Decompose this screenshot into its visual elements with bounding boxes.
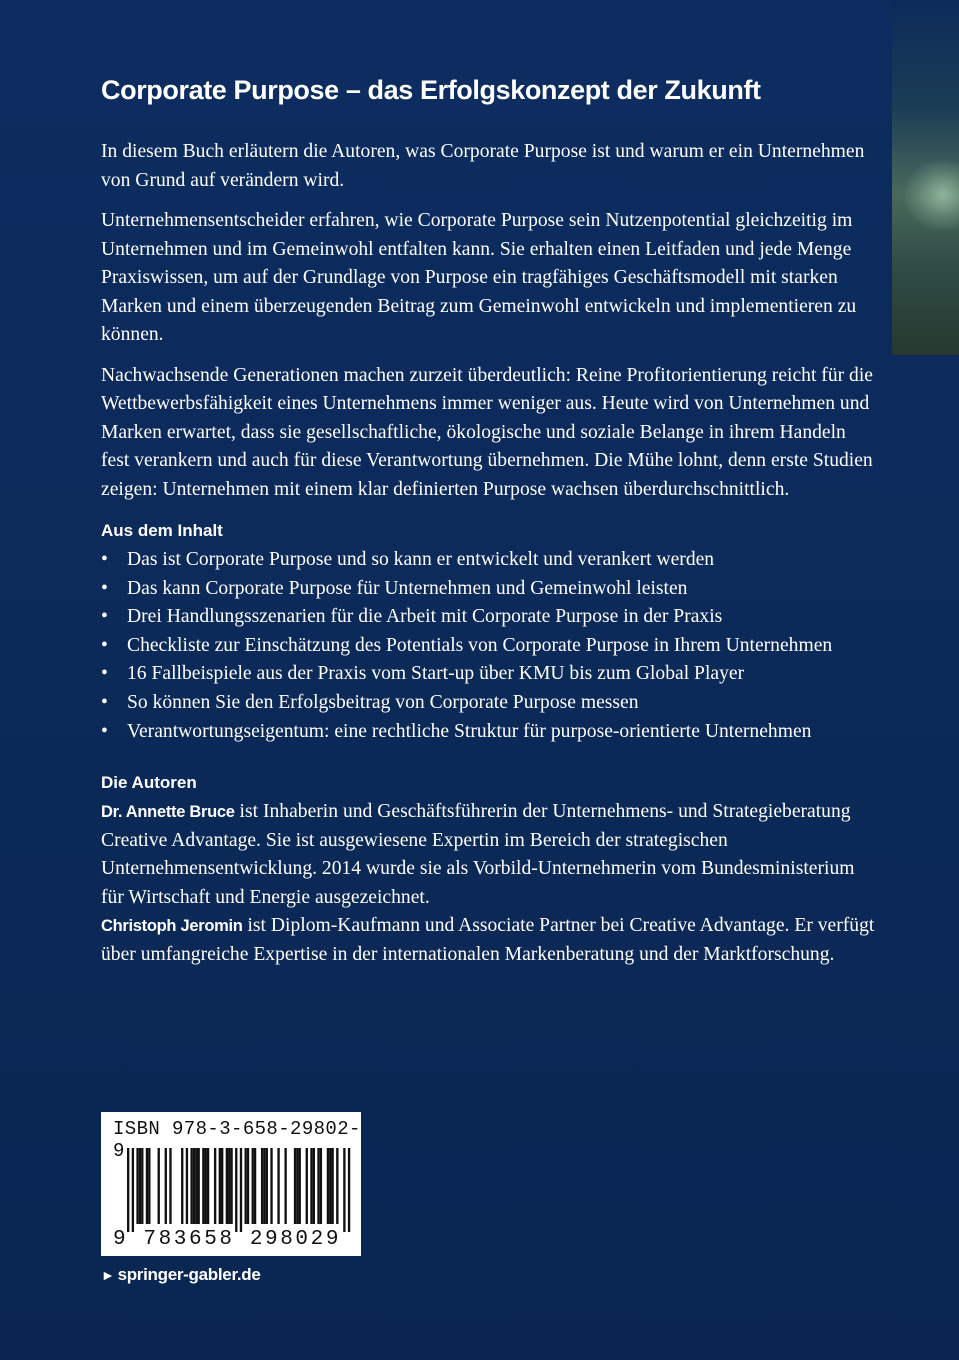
barcode-bar: [299, 1148, 301, 1224]
list-item: [101, 632, 876, 661]
barcode-bar: [296, 1148, 298, 1224]
isbn-label: ISBN 978-3-658-29802-9: [113, 1118, 361, 1162]
barcode-bar: [221, 1148, 223, 1224]
list-item-text: 16 Fallbeispiele aus der Praxis vom Start-up über KMU bis zum Global Player: [127, 663, 745, 685]
author-bio-jeromin: [101, 912, 876, 969]
barcode-bar: [186, 1148, 188, 1224]
isbn-barcode: [101, 1112, 361, 1256]
decision-makers-paragraph: Unternehmensentscheider erfahren, wie Corporate Purpose sein Nutzenpotential gleichzeitig im Unternehmen und im Gemeinwohl entfalten kann. Sie erhalten einen Leitfaden und jede Menge Praxiswissen, um auf der Grundlage von Purpose ein tragfähiges Geschäftsmodell mit starken Marken und einem überzeugenden Beitrag zum Gemeinwohl entwickeln und implementieren zu können.: [101, 210, 857, 345]
barcode-bar: [294, 1148, 296, 1224]
list-item-text: Das ist Corporate Purpose und so kann er entwickelt und verankert werden: [127, 549, 715, 570]
barcode-bar: [198, 1148, 200, 1224]
barcode-bar: [202, 1148, 204, 1224]
list-item-text: Checkliste zur Einschätzung des Potentials von Corporate Purpose in Ihrem Unternehmen: [127, 634, 833, 656]
barcode-bar: [226, 1148, 228, 1224]
barcode-bar: [329, 1148, 331, 1224]
bullet-icon: •: [101, 663, 108, 685]
list-item-text: Verantwortungseigentum: eine rechtliche Struktur für purpose-orientierte Unternehmen: [127, 720, 812, 742]
barcode-bar: [205, 1148, 207, 1224]
barcode-bar: [207, 1148, 209, 1224]
list-item: [101, 575, 876, 604]
intro-paragraph: In diesem Buch erläutern die Autoren, was Corporate Purpose ist und warum er ein Unternehmen von Grund auf verändern wird.: [101, 141, 865, 191]
barcode-bar: [219, 1148, 221, 1224]
arrow-right-icon: ►: [101, 1267, 115, 1283]
barcode-bar: [343, 1148, 345, 1232]
barcode-bar: [317, 1148, 319, 1224]
blurb-content: [101, 70, 876, 969]
barcode-bar: [263, 1148, 265, 1224]
publisher-link[interactable]: [101, 1263, 260, 1287]
list-item: [101, 689, 876, 718]
barcode-bar: [228, 1148, 230, 1224]
book-headline: Corporate Purpose – das Erfolgskonzept der Zukunft: [101, 75, 761, 105]
barcode-bar: [247, 1148, 249, 1224]
barcode-bar: [348, 1148, 350, 1232]
barcode-bar: [254, 1148, 256, 1224]
barcode-bar: [320, 1148, 322, 1224]
author-bio-bruce: [101, 798, 876, 912]
barcode-bar: [132, 1148, 134, 1232]
barcode-bar: [141, 1148, 143, 1224]
author-name: Dr. Annette Bruce: [101, 803, 235, 822]
barcode-bar: [245, 1148, 247, 1224]
barcode-bar: [146, 1148, 148, 1224]
barcode-bar: [310, 1148, 312, 1224]
barcode-bar: [331, 1148, 333, 1224]
barcode-bar: [127, 1148, 129, 1232]
author-bio-text: ist Diplom-Kaufmann und Associate Partner bei Creative Advantage. Er verfügt über umfangreiche Expertise in der internationalen Markenberatung und der Marktforschung.: [101, 915, 875, 965]
list-item: [101, 603, 876, 632]
list-item: [101, 546, 876, 575]
barcode-bar: [252, 1148, 254, 1224]
bullet-icon: •: [101, 720, 108, 742]
barcode-bar: [139, 1148, 141, 1224]
author-bio-text: ist Inhaberin und Geschäftsführerin der Unternehmens- und Strategieberatung Creative Advantage. Sie ist ausgewiesene Expertin im Bereich der strategischen Unternehmensentwicklung. 2014 wurde sie als Vorbild-Unternehmerin vom Bundesministerium für Wirtschaft und Energie ausgezeichnet.: [101, 801, 855, 908]
list-item-text: So können Sie den Erfolgsbeitrag von Corporate Purpose messen: [127, 691, 639, 713]
list-item-text: Das kann Corporate Purpose für Unternehmen und Gemeinwohl leisten: [127, 577, 688, 599]
list-item: [101, 718, 876, 747]
ean-number: 9 783658 298029: [113, 1228, 342, 1251]
contents-heading: Aus dem Inhalt: [101, 521, 223, 540]
bullet-icon: •: [101, 634, 108, 656]
bullet-icon: •: [101, 549, 108, 570]
barcode-bar: [190, 1148, 192, 1224]
barcode-bar: [336, 1148, 338, 1224]
barcode-bar: [195, 1148, 197, 1224]
barcode-bar: [214, 1148, 216, 1224]
barcode-bar: [266, 1148, 268, 1224]
barcode-bar: [261, 1148, 263, 1224]
barcode-bar: [148, 1148, 150, 1224]
barcode-bar: [313, 1148, 315, 1224]
barcode-bar: [165, 1148, 167, 1224]
publisher-url: springer-gabler.de: [117, 1265, 261, 1284]
contents-list: [101, 546, 876, 746]
bullet-icon: •: [101, 606, 108, 628]
barcode-bar: [235, 1148, 237, 1232]
cover-image-highlight: [905, 160, 959, 230]
author-name: Christoph Jeromin: [101, 917, 243, 936]
barcode-bar: [181, 1148, 183, 1224]
barcode-bar: [158, 1148, 160, 1224]
authors-heading: Die Autoren: [101, 773, 197, 793]
list-item: [101, 660, 876, 689]
bullet-icon: •: [101, 577, 108, 599]
bullet-icon: •: [101, 691, 108, 713]
barcode-bar: [169, 1148, 171, 1224]
barcode-bar: [270, 1148, 272, 1224]
list-item-text: Drei Handlungsszenarien für die Arbeit mit Corporate Purpose in der Praxis: [127, 606, 723, 628]
barcode-bar: [136, 1148, 138, 1224]
barcode-bar: [240, 1148, 242, 1232]
barcode-bar: [327, 1148, 329, 1224]
barcode-bar: [193, 1148, 195, 1224]
barcode-bar: [284, 1148, 286, 1224]
barcode-bar: [277, 1148, 279, 1224]
barcode-bar: [230, 1148, 232, 1224]
barcode-bar: [306, 1148, 308, 1224]
generations-paragraph: Nachwachsende Generationen machen zurzeit überdeutlich: Reine Profitorientierung reicht für die Wettbewerbsfähigkeit eines Unternehmens immer weniger aus. Heute wird von Unternehmen und Marken erwartet, dass sie gesellschaftliche, ökologische und soziale Belange in ihrem Handeln fest verankern und auch für diese Verantwortung übernehmen. Die Mühe lohnt, denn erste Studien zeigen: Unternehmen mit einem klar definierten Purpose wachsen überdurchschnittlich.: [101, 364, 873, 500]
